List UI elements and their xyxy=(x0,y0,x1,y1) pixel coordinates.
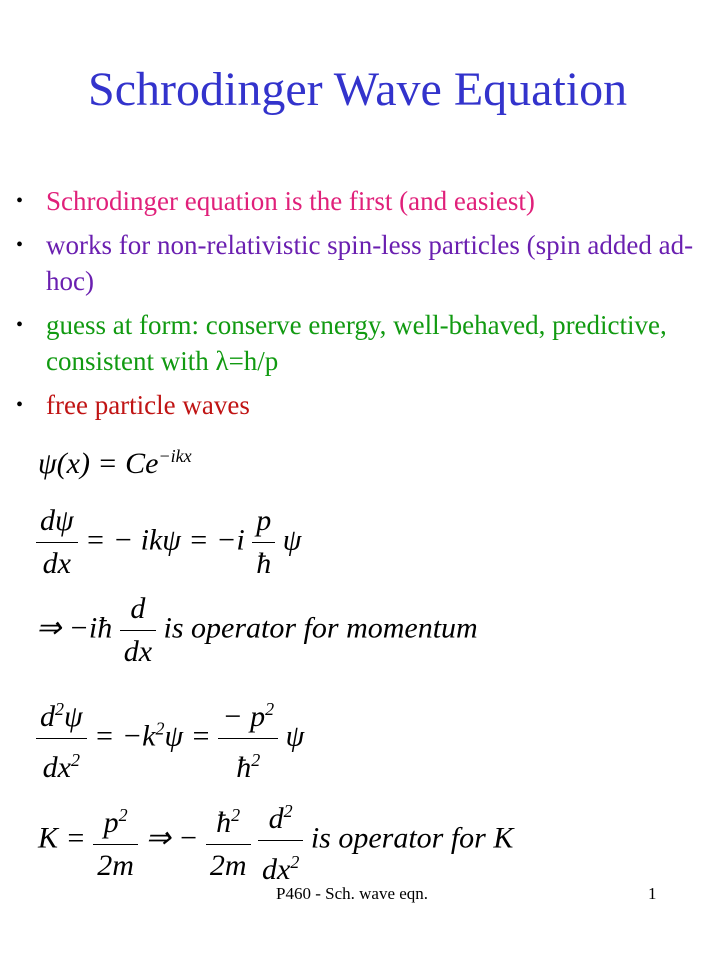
bullet-item: • free particle waves xyxy=(14,387,714,423)
bullet-item: • works for non-relativistic spin-less particles (spin added ad-hoc) xyxy=(14,227,714,299)
fraction: $\frac{d^2}{dx^2}$ xyxy=(258,790,303,891)
equation-kinetic-operator: K = $\frac{p^2}{2m}$ ⇒ − $\frac{ħ^2}{2m}$ $\frac{d^2}{dx^2}$ is operator for K xyxy=(38,790,513,891)
fraction: $\frac{p^2}{2m}$ xyxy=(93,794,138,887)
fraction: $\frac{p}{ħ}$ xyxy=(252,500,275,585)
footer-label: P460 - Sch. wave eqn. xyxy=(276,884,429,903)
equation-free-particle: $\psi(x) = Ce^{-ikx}$ xyxy=(38,446,192,480)
fraction: $\frac{d\psi}{dx}$ xyxy=(36,500,78,585)
fraction: $\frac{ħ^2}{2m}$ xyxy=(206,794,251,887)
equation-momentum-operator: ⇒ −iħ $\frac{d}{dx}$ is operator for momentum xyxy=(36,588,478,673)
page-number: 1 xyxy=(648,884,657,903)
fraction: $\frac{d^2\psi}{dx^2}$ xyxy=(36,688,87,789)
bullet-item: • Schrodinger equation is the first (and easiest) xyxy=(14,183,714,219)
fraction: $\frac{- p^2}{ħ^2}$ xyxy=(218,688,278,789)
equation-first-derivative: $\frac{d\psi}{dx}$ = − ikψ = −i $\frac{p}{ħ}$ ψ xyxy=(36,500,301,585)
bullet-item: • guess at form: conserve energy, well-behaved, predictive, consistent with λ=h/p xyxy=(14,307,714,379)
bullet-icon: • xyxy=(16,234,24,256)
bullet-icon: • xyxy=(16,314,24,336)
equation-second-derivative: $\frac{d^2\psi}{dx^2}$ = $-k^2\psi$ = $\frac{- p^2}{ħ^2}$ ψ xyxy=(36,688,304,789)
slide-title: Schrodinger Wave Equation xyxy=(88,63,628,116)
bullet-icon: • xyxy=(16,190,24,212)
bullet-icon: • xyxy=(16,394,24,416)
fraction: $\frac{d}{dx}$ xyxy=(120,588,156,673)
bullet-list xyxy=(14,183,714,431)
